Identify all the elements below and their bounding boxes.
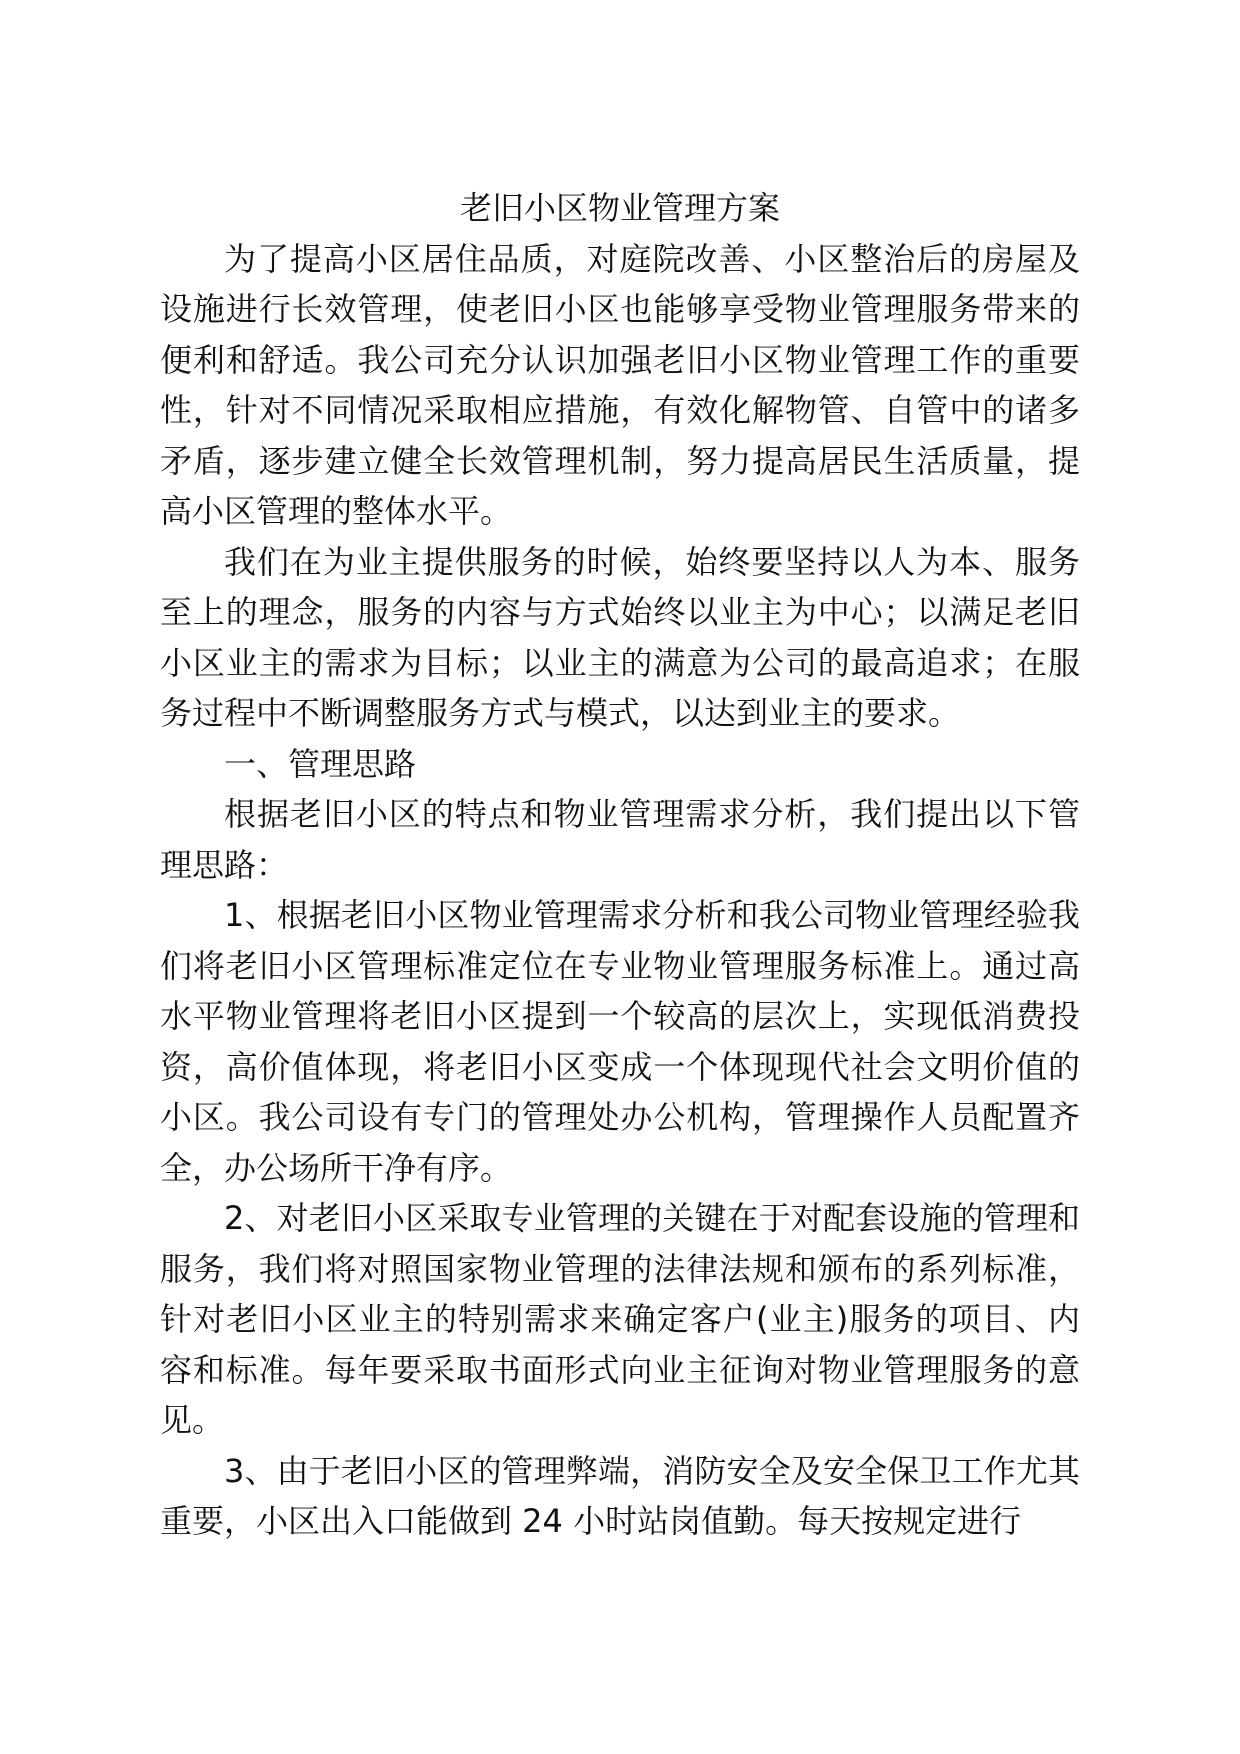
paragraph-item-3: 3、由于老旧小区的管理弊端，消防安全及安全保卫工作尤其重要，小区出入口能做到 24 小时站岗值勤。每天按规定进行: [160, 1451, 1080, 1540]
document-body: [160, 183, 1080, 1547]
document-title: 老旧小区物业管理方案: [459, 189, 780, 227]
paragraph-item-2: 2、对老旧小区采取专业管理的关键在于对配套设施的管理和服务，我们将对照国家物业管理的法律法规和颁布的系列标准，针对老旧小区业主的特别需求来确定客户(业主)服务的项目、内容和标准。每年要采取书面形式向业主征询对物业管理服务的意见。: [160, 1199, 1080, 1439]
paragraph-approach-intro: 根据老旧小区的特点和物业管理需求分析，我们提出以下管理思路：: [160, 795, 1080, 884]
paragraph-service-philosophy: 我们在为业主提供服务的时候，始终要坚持以人为本、服务至上的理念，服务的内容与方式始终以业主为中心；以满足老旧小区业主的需求为目标；以业主的满意为公司的最高追求；在服务过程中不断调整服务方式与模式，以达到业主的要求。: [160, 542, 1080, 732]
section-heading-management-approach: 一、管理思路: [224, 744, 417, 783]
paragraph-item-1: 1、根据老旧小区物业管理需求分析和我公司物业管理经验我们将老旧小区管理标准定位在专业物业管理服务标准上。通过高水平物业管理将老旧小区提到一个较高的层次上，实现低消费投资，高价值体现，将老旧小区变成一个体现现代社会文明价值的小区。我公司设有专门的管理处办公机构，管理操作人员配置齐全，办公场所干净有序。: [160, 896, 1080, 1187]
paragraph-intro: 为了提高小区居住品质，对庭院改善、小区整治后的房屋及设施进行长效管理，使老旧小区也能够享受物业管理服务带来的便利和舒适。我公司充分认识加强老旧小区物业管理工作的重要性，针对不同情况采取相应措施，有效化解物管、自管中的诸多矛盾，逐步建立健全长效管理机制，努力提高居民生活质量，提高小区管理的整体水平。: [160, 239, 1080, 530]
